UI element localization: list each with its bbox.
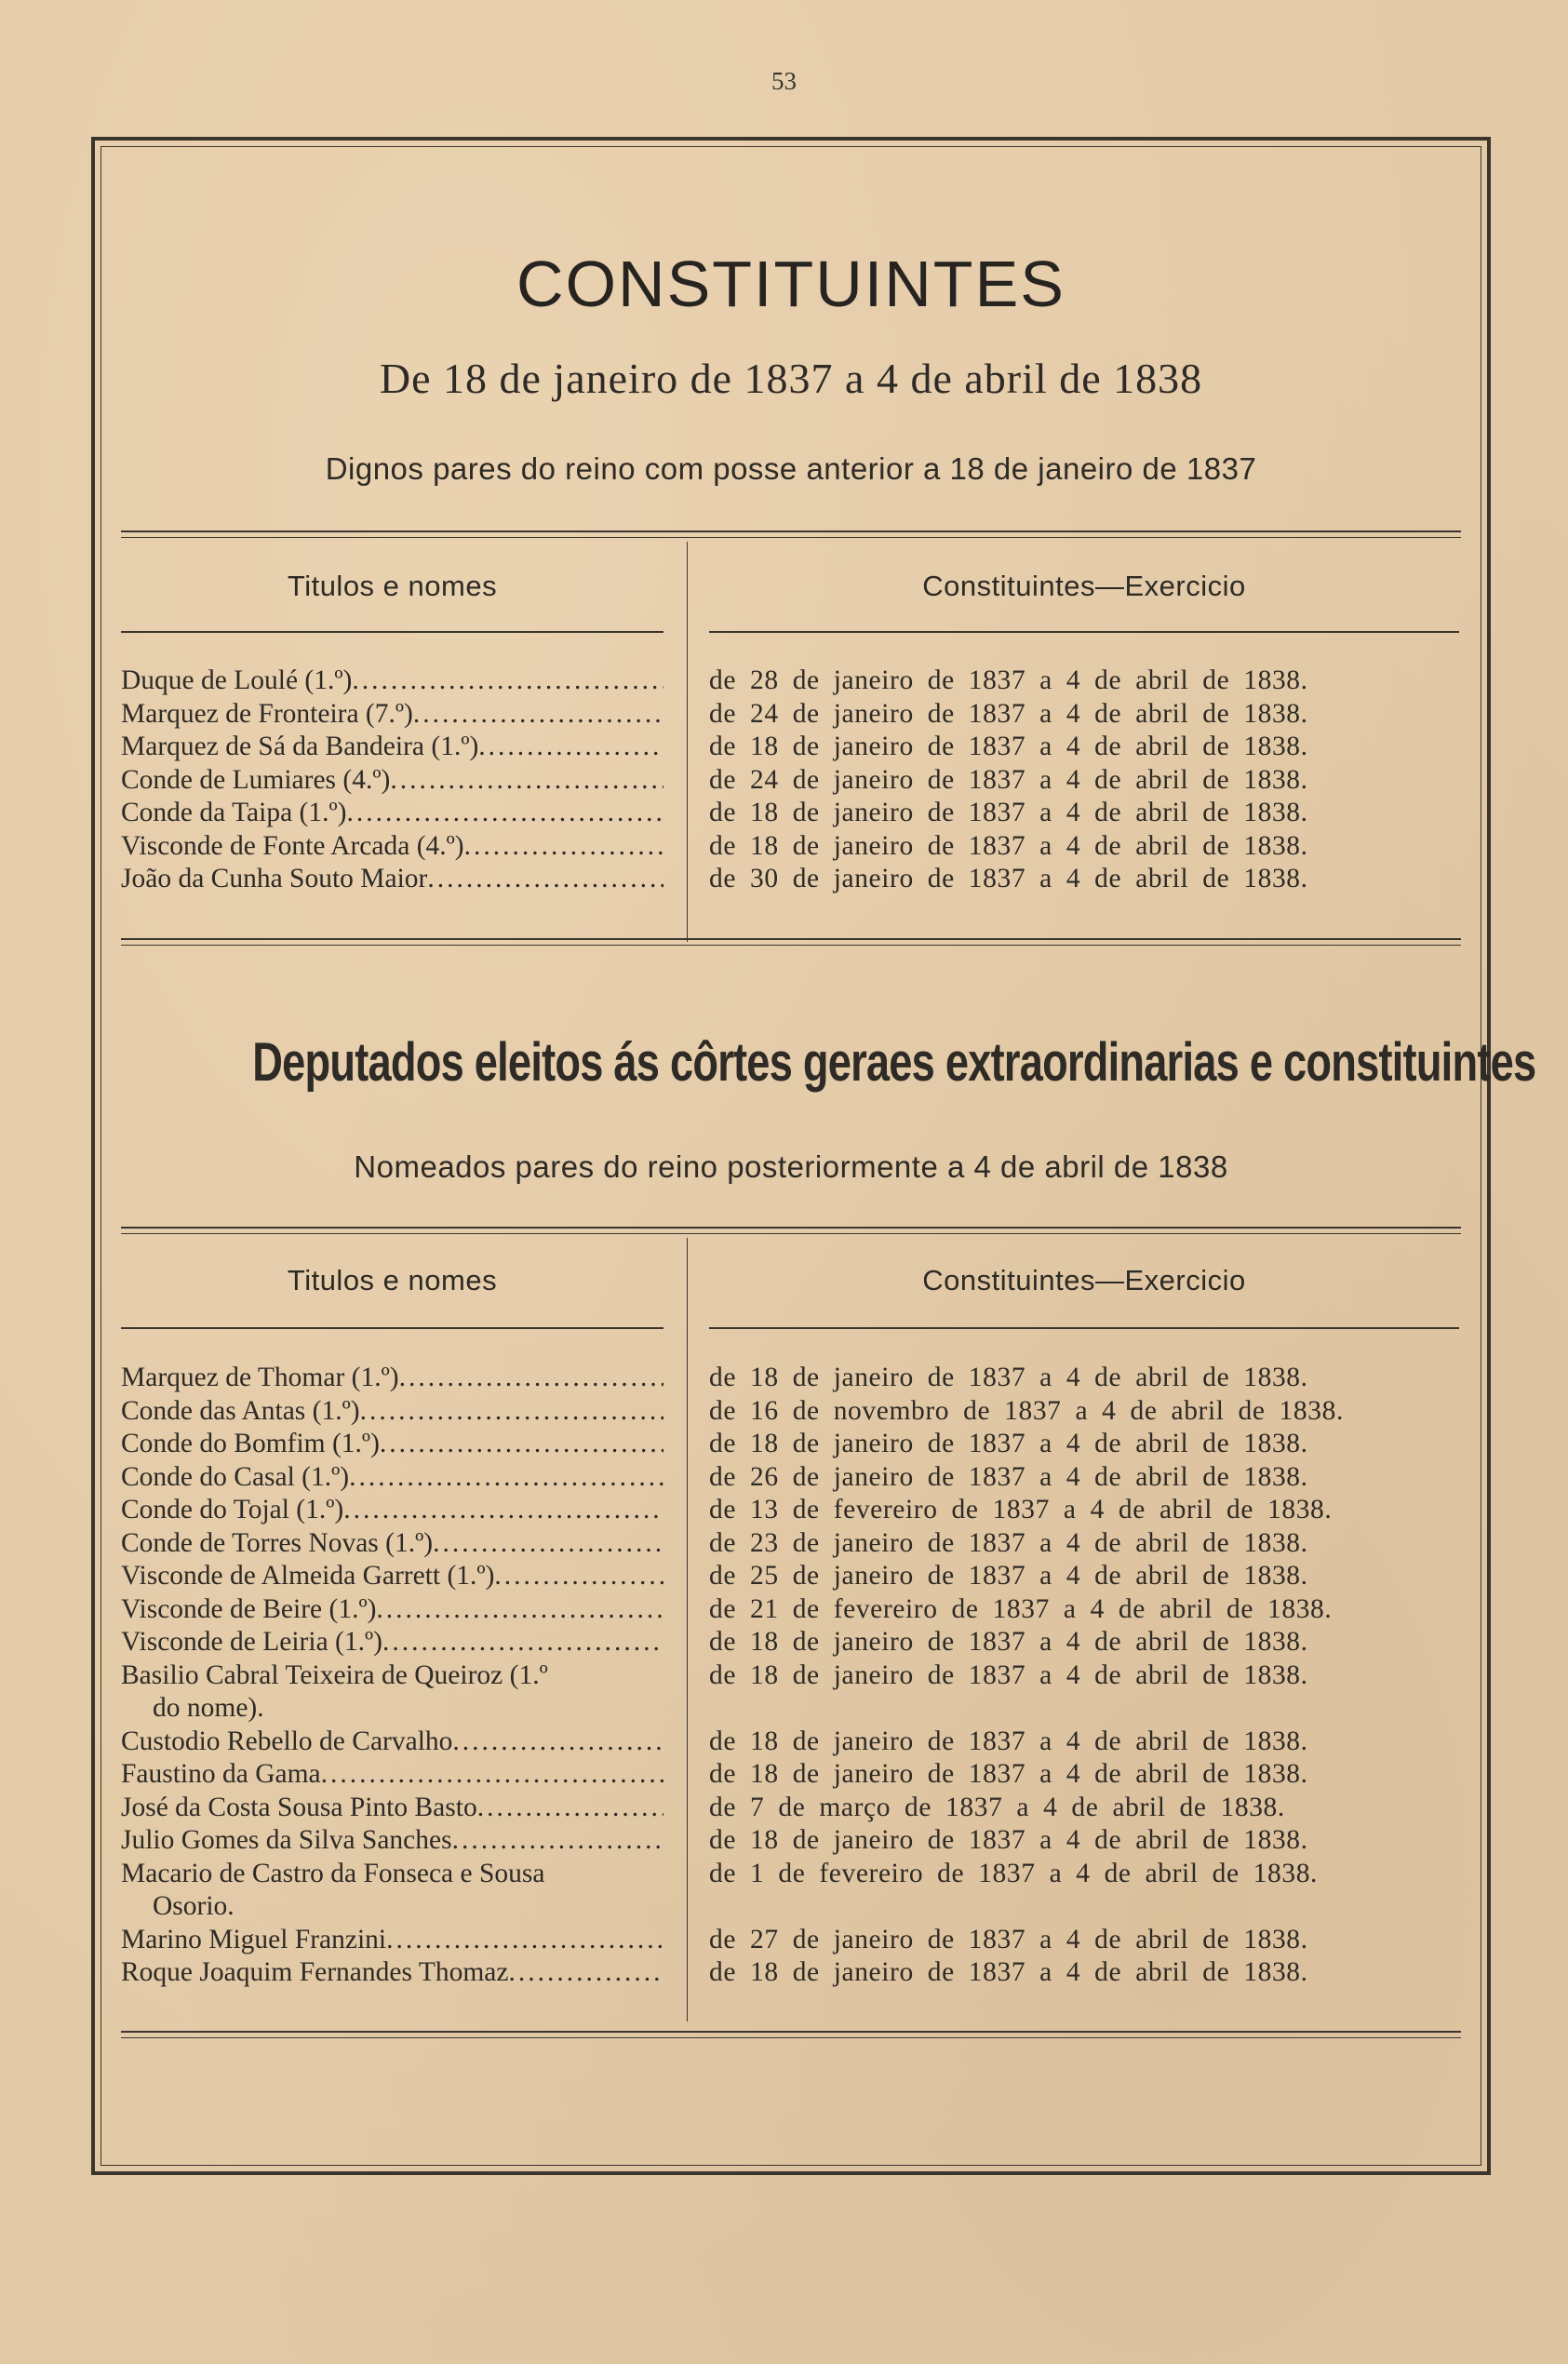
- name-cell: [121, 1395, 663, 1429]
- section2-col-exercise-header: Constituintes—Exercicio: [922, 1264, 1246, 1296]
- exercise-cell: de 18 de janeiro de 1837 a 4 de abril de 1838.: [709, 830, 1308, 861]
- dot-leader: [321, 1758, 663, 1792]
- exercise-cell: de 13 de fevereiro de 1837 a 4 de abril de 1838.: [709, 1495, 1333, 1525]
- name-cell: [121, 830, 663, 864]
- name-cell: [121, 665, 663, 698]
- section1-column-divider: [687, 542, 688, 942]
- exercise-cell: de 16 de novembro de 1837 a 4 de abril de 1838.: [709, 1395, 1344, 1426]
- dot-leader: [427, 863, 663, 896]
- name-cell: [121, 863, 663, 896]
- name-text: Marquez de Thomar (1.º): [121, 1363, 399, 1392]
- exercise-cell: de 18 de janeiro de 1837 a 4 de abril de 1838.: [709, 1659, 1308, 1690]
- name-cell: [121, 1527, 663, 1561]
- dot-leader: [413, 698, 663, 732]
- section1-names-list: [121, 665, 663, 896]
- name-text: Roque Joaquim Fernandes Thomaz: [121, 1957, 509, 1987]
- exercise-cell: de 18 de janeiro de 1837 a 4 de abril de 1838.: [709, 1759, 1308, 1789]
- dot-leader: [433, 1527, 663, 1561]
- name-text: Duque de Loulé (1.º): [121, 665, 353, 695]
- name-cell: [121, 1560, 663, 1593]
- exercise-cell: de 30 de janeiro de 1837 a 4 de abril de 1838.: [709, 864, 1308, 893]
- name-cell: [121, 1461, 663, 1495]
- exercise-cell: de 24 de janeiro de 1837 a 4 de abril de 1838.: [709, 764, 1308, 795]
- exercise-cell: de 28 de janeiro de 1837 a 4 de abril de 1838.: [709, 665, 1308, 695]
- exercise-cell: de 18 de janeiro de 1837 a 4 de abril de 1838.: [709, 1363, 1308, 1392]
- name-text: Marino Miguel Franzini: [121, 1924, 387, 1954]
- exercise-cell: de 1 de fevereiro de 1837 a 4 de abril de 1838.: [709, 1858, 1319, 1888]
- section2-column-divider: [687, 1238, 688, 2021]
- section2-top-rule: [121, 1227, 1461, 1234]
- dot-leader: [399, 1362, 663, 1395]
- name-cell: [121, 797, 663, 830]
- dot-leader: [376, 1593, 663, 1627]
- section2-exercise-list: [709, 1362, 1459, 1990]
- section1-heading: Dignos pares do reino com posse anterior a 18 de janeiro de 1837: [325, 451, 1257, 486]
- name-text: Visconde de Fonte Arcada (4.º): [121, 830, 464, 861]
- exercise-cell: de 7 de março de 1837 a 4 de abril de 1838.: [709, 1792, 1285, 1822]
- name-text: Visconde de Almeida Garrett (1.º): [121, 1561, 495, 1591]
- name-text: Conde do Bomfim (1.º): [121, 1429, 380, 1458]
- name-cell: [121, 1626, 663, 1659]
- name-cell: [121, 1428, 663, 1461]
- dot-leader: [464, 830, 663, 864]
- exercise-cell: de 18 de janeiro de 1837 a 4 de abril de 1838.: [709, 732, 1308, 761]
- exercise-cell: de 18 de janeiro de 1837 a 4 de abril de 1838.: [709, 1726, 1308, 1756]
- exercise-cell: de 25 de janeiro de 1837 a 4 de abril de 1838.: [709, 1561, 1308, 1591]
- name-text: Conde de Lumiares (4.º): [121, 764, 391, 795]
- name-text: Conde de Torres Novas (1.º): [121, 1527, 434, 1558]
- name-cell: [121, 731, 663, 764]
- exercise-cell: de 18 de janeiro de 1837 a 4 de abril de 1838.: [709, 798, 1308, 827]
- name-text: José da Costa Sousa Pinto Basto: [121, 1792, 477, 1822]
- section2-exercise-underline: [709, 1327, 1459, 1329]
- name-text: Marquez de Sá da Bandeira (1.º): [121, 732, 479, 761]
- name-cell: [121, 1956, 663, 1990]
- name-text: Marquez de Fronteira (7.º): [121, 698, 413, 729]
- dot-leader: [494, 1560, 663, 1593]
- dot-leader: [352, 665, 663, 698]
- exercise-cell: de 18 de janeiro de 1837 a 4 de abril de 1838.: [709, 1627, 1308, 1657]
- dot-leader: [508, 1956, 663, 1990]
- section1-col-exercise-header: Constituintes—Exercicio: [922, 570, 1246, 602]
- page-title: CONSTITUINTES: [516, 248, 1065, 320]
- exercise-cell: de 21 de fevereiro de 1837 a 4 de abril de 1838.: [709, 1593, 1333, 1624]
- page-number: 53: [771, 67, 797, 95]
- exercise-cell: de 23 de janeiro de 1837 a 4 de abril de 1838.: [709, 1527, 1308, 1558]
- name-text: Faustino da Gama: [121, 1759, 321, 1789]
- section2-bottom-rule: [121, 2031, 1461, 2038]
- section2-names-underline: [121, 1327, 663, 1329]
- dot-leader: [382, 1626, 663, 1659]
- name-text: Visconde de Leiria (1.º): [121, 1627, 382, 1657]
- name-cell: [121, 1593, 663, 1627]
- name-cell: [121, 1758, 663, 1792]
- name-text: Conde do Tojal (1.º): [121, 1495, 344, 1525]
- name-continuation: Osorio.: [153, 1891, 235, 1921]
- dot-leader: [343, 1494, 663, 1527]
- name-cell: [121, 1726, 663, 1759]
- dot-leader: [452, 1824, 663, 1858]
- name-text: Basilio Cabral Teixeira de Queiroz (1.º: [121, 1659, 548, 1690]
- name-cell: [121, 1362, 663, 1395]
- dot-leader: [390, 764, 663, 798]
- name-cell: [121, 1659, 663, 1726]
- name-cell: [121, 1858, 663, 1924]
- name-cell: [121, 1494, 663, 1527]
- section2-col-names-header: Titulos e nomes: [287, 1264, 498, 1296]
- name-cell: [121, 1824, 663, 1858]
- dot-leader: [349, 1461, 663, 1495]
- name-text: Conde da Taipa (1.º): [121, 798, 347, 827]
- section2-heading: Deputados eleitos ás côrtes geraes extraordinarias e constituintes: [252, 1032, 1536, 1093]
- name-cell: [121, 1924, 663, 1957]
- section1-bottom-rule: [121, 938, 1461, 946]
- name-cell: [121, 698, 663, 732]
- section1-exercise-list: [709, 665, 1459, 896]
- section1-names-underline: [121, 631, 663, 633]
- name-text: Macario de Castro da Fonseca e Sousa: [121, 1858, 545, 1888]
- name-text: Conde do Casal (1.º): [121, 1461, 350, 1492]
- dot-leader: [360, 1395, 663, 1429]
- dot-leader: [478, 731, 663, 764]
- dot-leader: [477, 1792, 663, 1825]
- exercise-cell: de 24 de janeiro de 1837 a 4 de abril de 1838.: [709, 698, 1308, 729]
- name-text: Julio Gomes da Silva Sanches: [121, 1825, 452, 1855]
- exercise-cell: de 18 de janeiro de 1837 a 4 de abril de 1838.: [709, 1957, 1308, 1987]
- exercise-cell: de 27 de janeiro de 1837 a 4 de abril de 1838.: [709, 1924, 1308, 1954]
- name-cell: [121, 764, 663, 798]
- exercise-cell: de 26 de janeiro de 1837 a 4 de abril de 1838.: [709, 1461, 1308, 1492]
- exercise-cell: de 18 de janeiro de 1837 a 4 de abril de 1838.: [709, 1825, 1308, 1855]
- section2-names-list: [121, 1362, 663, 1990]
- name-continuation: do nome).: [153, 1693, 264, 1723]
- section1-exercise-underline: [709, 631, 1459, 633]
- section2-subheading: Nomeados pares do reino posteriormente a 4 de abril de 1838: [354, 1149, 1228, 1184]
- section1-top-rule: [121, 531, 1461, 538]
- name-text: João da Cunha Souto Maior: [121, 864, 428, 893]
- name-text: Custodio Rebello de Carvalho: [121, 1726, 453, 1756]
- name-text: Conde das Antas (1.º): [121, 1395, 360, 1426]
- dot-leader: [452, 1726, 663, 1759]
- name-text: Visconde de Beire (1.º): [121, 1593, 377, 1624]
- dot-leader: [386, 1924, 663, 1957]
- dot-leader: [380, 1428, 663, 1461]
- section1-col-names-header: Titulos e nomes: [287, 570, 498, 602]
- name-cell: [121, 1792, 663, 1825]
- dot-leader: [346, 797, 663, 830]
- exercise-cell: de 18 de janeiro de 1837 a 4 de abril de 1838.: [709, 1429, 1308, 1458]
- date-range-subtitle: De 18 de janeiro de 1837 a 4 de abril de 1838: [379, 355, 1203, 402]
